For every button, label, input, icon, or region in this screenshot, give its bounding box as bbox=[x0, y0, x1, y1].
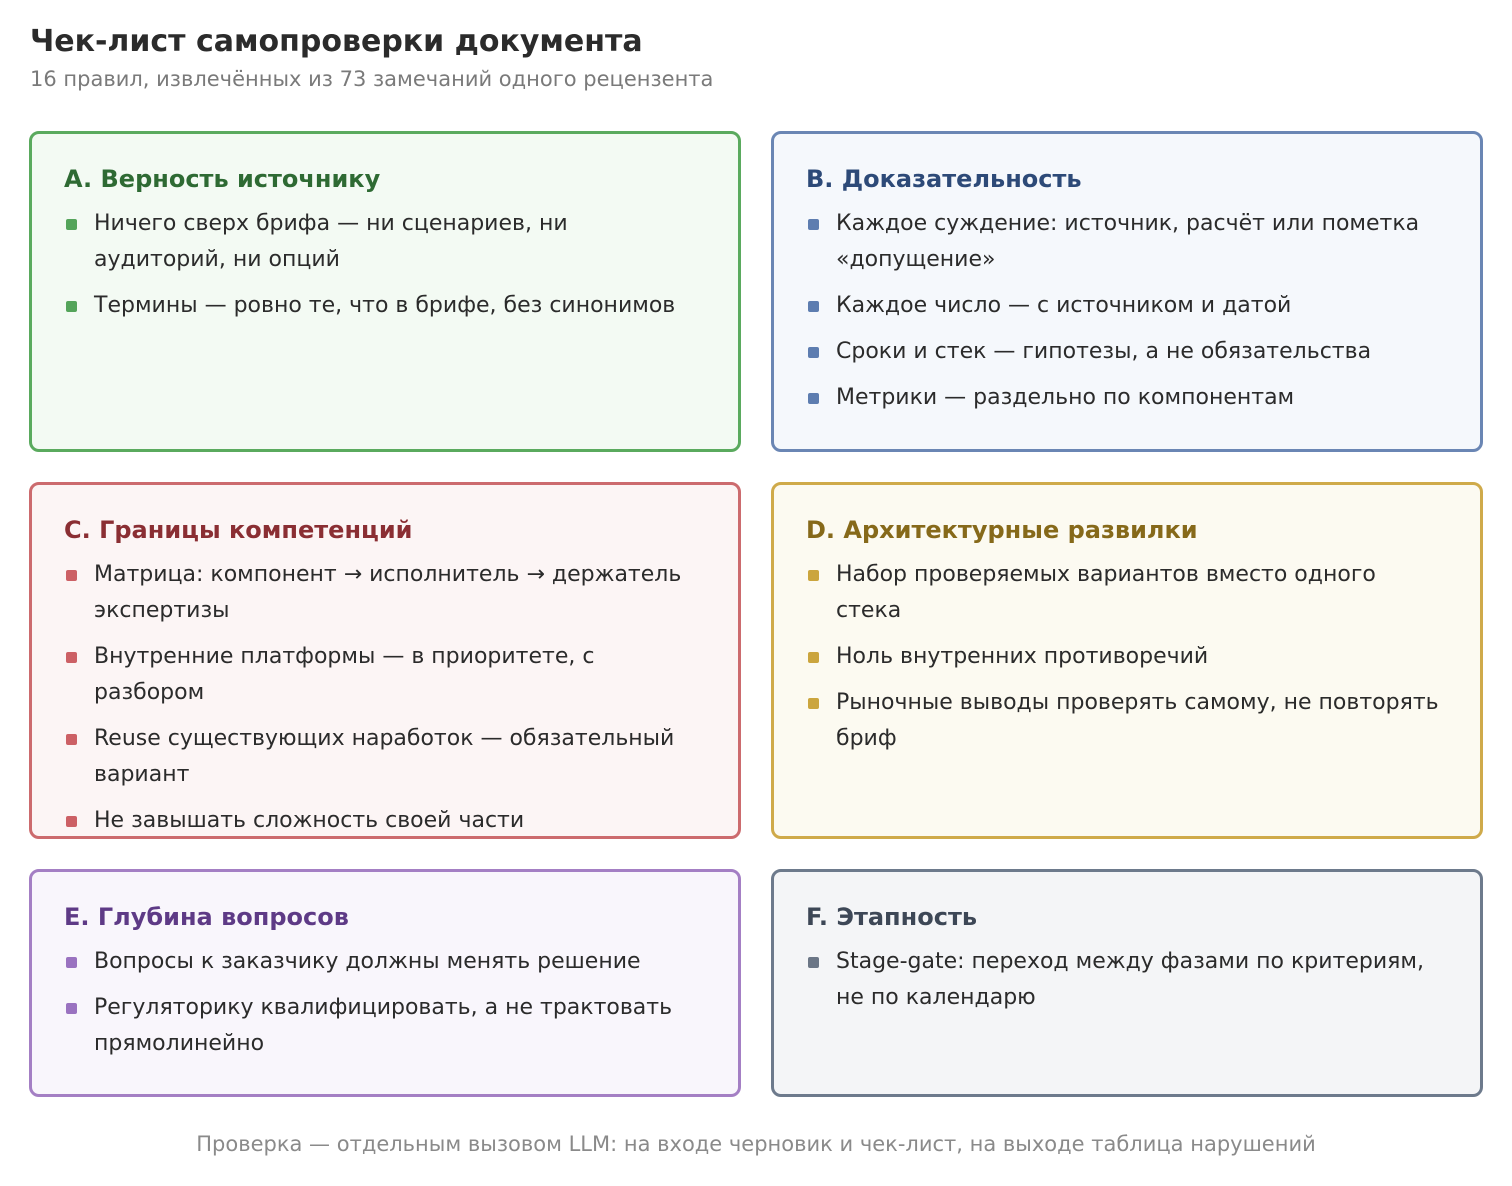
card-group-a bbox=[29, 131, 741, 452]
rule-list bbox=[806, 206, 1448, 416]
rule-text: Метрики — раздельно по компонентам bbox=[836, 385, 1295, 410]
rule-item bbox=[64, 639, 706, 711]
rule-list bbox=[64, 944, 706, 1062]
header bbox=[30, 22, 1480, 94]
rule-item bbox=[806, 639, 1448, 675]
bullet-square-icon bbox=[808, 219, 819, 230]
rule-text: Вопросы к заказчику должны менять решение bbox=[94, 949, 641, 974]
rule-text: Матрица: компонент → исполнитель → держатель экспертизы bbox=[94, 562, 682, 623]
rule-text: Регуляторику квалифицировать, а не трактовать прямолинейно bbox=[94, 995, 673, 1056]
rule-item bbox=[64, 990, 706, 1062]
bullet-square-icon bbox=[66, 1003, 77, 1014]
card-group-c bbox=[29, 482, 741, 839]
rule-text: Каждое число — с источником и датой bbox=[836, 293, 1292, 318]
bullet-square-icon bbox=[808, 698, 819, 709]
rule-list bbox=[806, 557, 1448, 757]
card-title: D. Архитектурные развилки bbox=[806, 516, 1198, 544]
rule-text: Рыночные выводы проверять самому, не повторять бриф bbox=[836, 690, 1439, 751]
bullet-square-icon bbox=[66, 219, 77, 230]
card-title: F. Этапность bbox=[806, 903, 978, 931]
bullet-square-icon bbox=[808, 957, 819, 968]
rule-item bbox=[806, 944, 1448, 1016]
rule-item bbox=[64, 288, 706, 324]
rule-text: Внутренние платформы — в приоритете, с разбором bbox=[94, 644, 595, 705]
rule-list bbox=[64, 557, 706, 839]
card-group-e bbox=[29, 869, 741, 1097]
rule-item bbox=[64, 557, 706, 629]
rule-text: Сроки и стек — гипотезы, а не обязательства bbox=[836, 339, 1372, 364]
bullet-square-icon bbox=[66, 652, 77, 663]
rule-text: Каждое суждение: источник, расчёт или пометка «допущение» bbox=[836, 211, 1420, 272]
rule-item bbox=[806, 334, 1448, 370]
rule-text: Stage-gate: переход между фазами по критериям, не по календарю bbox=[836, 949, 1424, 1010]
bullet-square-icon bbox=[66, 570, 77, 581]
rule-item bbox=[64, 721, 706, 793]
bullet-square-icon bbox=[66, 734, 77, 745]
card-group-d bbox=[771, 482, 1483, 839]
card-title: B. Доказательность bbox=[806, 165, 1082, 193]
page-title: Чек-лист самопроверки документа bbox=[30, 24, 643, 59]
bullet-square-icon bbox=[808, 570, 819, 581]
rule-list bbox=[64, 206, 706, 324]
rule-text: Термины — ровно те, что в брифе, без синонимов bbox=[94, 293, 676, 318]
bullet-square-icon bbox=[66, 816, 77, 827]
rule-item bbox=[64, 944, 706, 980]
rule-text: Не завышать сложность своей части bbox=[94, 808, 525, 833]
rule-item bbox=[806, 288, 1448, 324]
bullet-square-icon bbox=[808, 393, 819, 404]
bullet-square-icon bbox=[808, 301, 819, 312]
card-group-b bbox=[771, 131, 1483, 452]
bullet-square-icon bbox=[808, 652, 819, 663]
rule-item bbox=[806, 685, 1448, 757]
rule-item bbox=[64, 206, 706, 278]
bullet-square-icon bbox=[66, 301, 77, 312]
rule-item bbox=[806, 557, 1448, 629]
bullet-square-icon bbox=[808, 347, 819, 358]
rule-text: Ничего сверх брифа — ни сценариев, ни аудиторий, ни опций bbox=[94, 211, 568, 272]
footer-note: Проверка — отдельным вызовом LLM: на входе черновик и чек-лист, на выходе таблица нарушений bbox=[196, 1132, 1316, 1156]
rule-list bbox=[806, 944, 1448, 1016]
card-title: C. Границы компетенций bbox=[64, 516, 413, 544]
rule-text: Ноль внутренних противоречий bbox=[836, 644, 1209, 669]
card-title: E. Глубина вопросов bbox=[64, 903, 349, 931]
card-title: A. Верность источнику bbox=[64, 165, 381, 193]
rule-text: Набор проверяемых вариантов вместо одного стека bbox=[836, 562, 1376, 623]
page-subtitle: 16 правил, извлечённых из 73 замечаний одного рецензента bbox=[30, 67, 714, 91]
bullet-square-icon bbox=[66, 957, 77, 968]
rule-item bbox=[806, 206, 1448, 278]
rule-text: Reuse существующих наработок — обязательный вариант bbox=[94, 726, 675, 787]
rule-item bbox=[806, 380, 1448, 416]
rule-item bbox=[64, 803, 706, 839]
card-group-f bbox=[771, 869, 1483, 1097]
